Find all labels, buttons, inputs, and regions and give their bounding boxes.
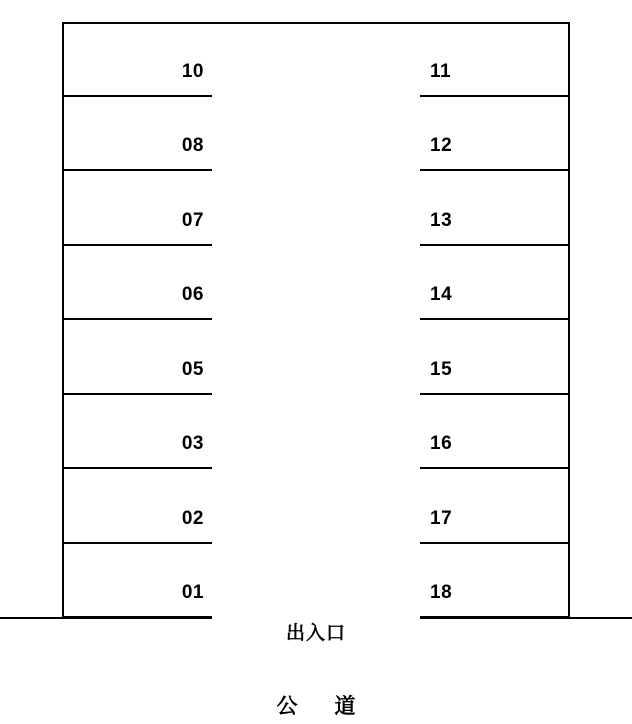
- parking-stall: [420, 171, 570, 246]
- parking-stall: [420, 320, 570, 395]
- stall-label: 16: [430, 433, 453, 454]
- parking-stall: [420, 97, 570, 172]
- stall-label: 12: [430, 135, 453, 156]
- stall-label: 05: [181, 358, 204, 380]
- parking-stall: [62, 22, 212, 97]
- stall-label: 17: [430, 507, 453, 529]
- parking-stall: [62, 246, 212, 321]
- stall-label: 15: [430, 358, 453, 380]
- parking-column-left: [62, 22, 212, 618]
- entrance-label: 出入口: [285, 623, 346, 644]
- stall-label: 11: [430, 60, 452, 82]
- stall-label: 03: [181, 433, 204, 454]
- stall-label: 08: [181, 135, 204, 156]
- parking-stall: [62, 469, 212, 544]
- stall-label: 14: [430, 284, 453, 305]
- parking-stall: [62, 395, 212, 470]
- parking-column-right: [420, 22, 570, 618]
- parking-stall: [420, 544, 570, 619]
- parking-stall: [420, 22, 570, 97]
- stall-label: 10: [181, 60, 204, 82]
- parking-stall: [62, 544, 212, 619]
- stall-label: 18: [430, 582, 453, 603]
- stall-label: 07: [181, 209, 204, 231]
- parking-stall: [420, 246, 570, 321]
- parking-stall: [62, 171, 212, 246]
- stall-label: 02: [181, 507, 204, 529]
- stall-label: 06: [181, 284, 204, 305]
- stall-label: 13: [430, 209, 453, 231]
- public-road-label: 公 道: [276, 695, 364, 718]
- parking-stall: [62, 320, 212, 395]
- parking-stall: [420, 395, 570, 470]
- stall-label: 01: [181, 582, 204, 603]
- parking-stall: [420, 469, 570, 544]
- parking-stall: [62, 97, 212, 172]
